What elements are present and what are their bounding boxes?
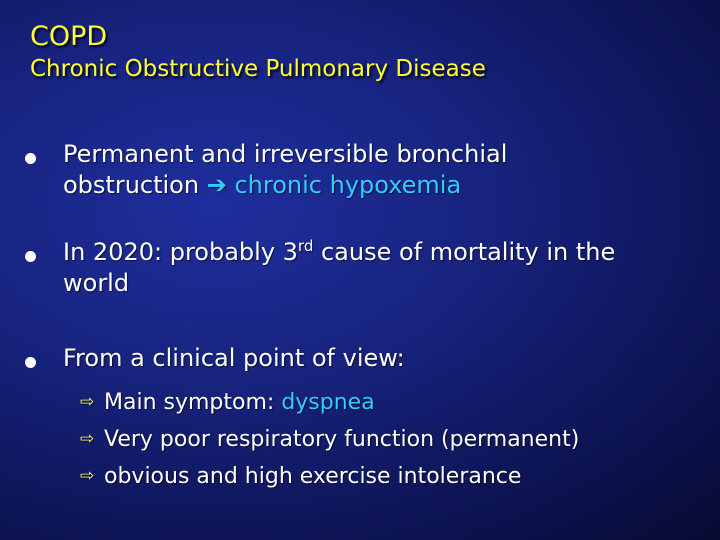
hollow-arrow-icon: ⇨ bbox=[80, 392, 95, 412]
bullet-dot-icon bbox=[25, 251, 36, 262]
hollow-arrow-icon: ⇨ bbox=[80, 429, 95, 449]
right-arrow-icon: ➔ bbox=[206, 171, 227, 199]
bullet-1-line-2 bbox=[63, 169, 461, 201]
sub-bullet-2-text: Very poor respiratory function (permanent) bbox=[104, 427, 580, 452]
bullet-2-line-1 bbox=[63, 236, 615, 268]
bullet-2-line-1-post: cause of mortality in the bbox=[313, 238, 616, 266]
bullet-2-line-1-pre: In 2020: probably 3 bbox=[63, 238, 298, 266]
slide-title: COPD bbox=[30, 21, 108, 52]
bullet-3-line-1: From a clinical point of view: bbox=[63, 344, 405, 372]
bullet-dot-icon bbox=[25, 153, 36, 164]
bullet-2-line-2: world bbox=[63, 269, 130, 297]
sub-bullet-1 bbox=[80, 387, 375, 418]
chronic-hypoxemia-highlight: chronic hypoxemia bbox=[234, 171, 462, 199]
bullet-1-line-2-prefix: obstruction bbox=[63, 171, 207, 199]
bullet-dot-icon bbox=[25, 357, 36, 368]
bullet-1-line-1: Permanent and irreversible bronchial bbox=[63, 140, 508, 168]
title-block bbox=[30, 20, 486, 84]
ordinal-suffix: rd bbox=[297, 237, 314, 255]
sub-bullet-3 bbox=[80, 461, 521, 492]
sub-bullet-2 bbox=[80, 424, 579, 455]
slide-subtitle: Chronic Obstructive Pulmonary Disease bbox=[30, 56, 486, 82]
sub-bullet-3-text: obvious and high exercise intolerance bbox=[104, 464, 522, 489]
hollow-arrow-icon: ⇨ bbox=[80, 466, 95, 486]
sub-bullet-1-text: Main symptom: bbox=[104, 390, 282, 415]
dyspnea-highlight: dyspnea bbox=[281, 390, 375, 415]
